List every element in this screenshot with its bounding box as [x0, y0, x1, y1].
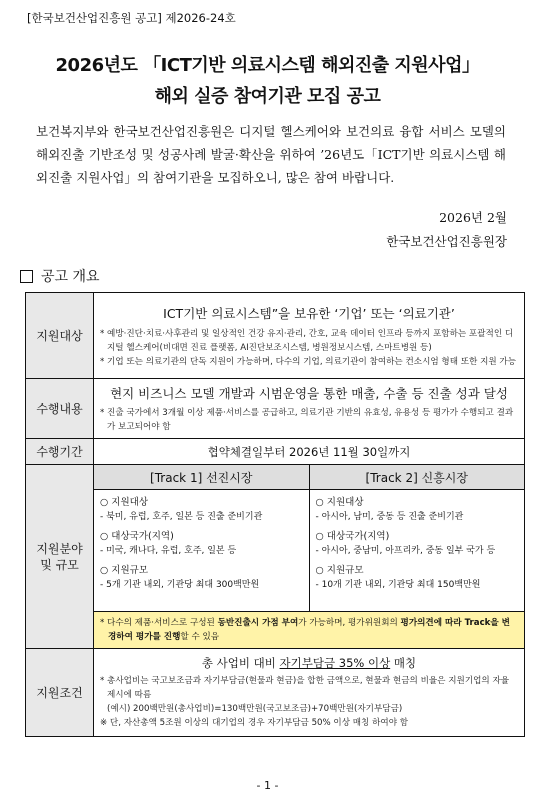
- row-field-details: [26, 490, 525, 612]
- track2-title: [Track 2] 신흥시장: [309, 465, 525, 490]
- track2-details: ○ 지원대상 - 아시아, 남미, 중동 등 진출 준비기관 ○ 대상국가(지역) - 아시아, 중남미, 아프리카, 중동 일부 국가 등 ○ 지원규모 - 10개 기관 내외, 기관당 최대 150백만원: [309, 490, 525, 612]
- row-target: [26, 293, 525, 379]
- row-label-period: 수행기간: [26, 439, 94, 465]
- title-line-2: 해외 실증 참여기관 모집 공고: [154, 86, 381, 107]
- condition-head: 총 사업비 대비 자기부담금 35% 이상 매칭: [201, 656, 417, 670]
- row-period: [26, 439, 525, 465]
- task-notes: [94, 404, 524, 438]
- track1-title: [Track 1] 선진시장: [94, 465, 310, 490]
- row-field-tracks: [26, 465, 525, 490]
- page-number: - 1 -: [256, 779, 279, 792]
- condition-content: [94, 649, 525, 737]
- row-label-task: 수행내용: [26, 379, 94, 439]
- track-note: * 다수의 제품·서비스로 구성된 동반진출시 가점 부여가 가능하며, 평가위원회의 평가의견에 따라 Track을 변경하여 평가를 진행할 수 있음: [94, 612, 525, 649]
- track1-details: ○ 지원대상 - 북미, 유럽, 호주, 일본 등 진출 준비기관 ○ 대상국가(지역) - 미국, 캐나다, 유럽, 호주, 일본 등 ○ 지원규모 - 5개 기관 내외, 기관당 최대 300백만원: [94, 490, 310, 612]
- target-head: ICT기반 의료시스템”을 보유한 ‘기업’ 또는 ‘의료기관’: [163, 305, 455, 321]
- task-note: * 진출 국가에서 3개월 이상 제품·서비스를 공급하고, 의료기관 기반의 유효성, 유용성 등 평가가 수행되고 결과가 보고되어야 함: [100, 407, 514, 432]
- row-field-note: [26, 612, 525, 649]
- title-line-1: 2026년도 「ICT기반 의료시스템 해외진출 지원사업」: [55, 55, 480, 76]
- overview-table: [25, 292, 525, 737]
- checkbox-square-icon: [20, 270, 33, 283]
- row-label-target: 지원대상: [26, 293, 94, 379]
- period-value: 협약체결일부터 2026년 11월 30일까지: [94, 439, 525, 465]
- target-note: * 기업 또는 의료기관의 단독 지원이 가능하며, 다수의 기업, 의료기관이 참여하는 컨소시엄 형태 또한 지원 가능: [100, 356, 517, 367]
- row-label-condition: 지원조건: [26, 649, 94, 737]
- row-task: [26, 379, 525, 439]
- task-head: 현지 비즈니스 모델 개발과 시범운영을 통한 매출, 수출 등 진출 성과 달성: [110, 385, 508, 401]
- target-notes: [94, 325, 524, 373]
- condition-notes: * 총사업비는 국고보조금과 자기부담금(현물과 현금)을 합한 금액으로, 현물과 현금의 비율은 지원기업의 자율 제시에 따름 (예시) 200백만원(총사업비)=130백만원(국고보조금)+70백만원(자기부담금) ※ 단, 자산총액 5조원 이상의 대기업의 경우 자기부담금 50% 이상 매칭 하여야 함: [100, 676, 510, 728]
- notice-reference: [한국보건산업진흥원 공고] 제2026-24호: [27, 11, 236, 25]
- task-content: [94, 379, 525, 439]
- section-title: 공고 개요: [41, 269, 100, 285]
- row-label-field: 지원분야 및 규모: [26, 465, 94, 649]
- intro-paragraph: 보건복지부와 한국보건산업진흥원은 디지털 헬스케어와 보건의료 융합 서비스 모델의 해외진출 기반조성 및 성공사례 발굴·확산을 위하여 ’26년도「ICT기반 의료시스템 해외진출 지원사업」의 참여기관을 모집하오니, 많은 참여 바랍니다.: [36, 124, 506, 185]
- issuing-organization: 한국보건산업진흥원장: [386, 234, 507, 249]
- notice-date: 2026년 2월: [439, 210, 507, 225]
- row-condition: [26, 649, 525, 737]
- section-heading: [20, 266, 100, 286]
- target-content: [94, 293, 525, 379]
- target-note: * 예방·진단·치료·사후관리 및 일상적인 건강 유지·관리, 간호, 교육 데이터 인프라 등까지 포함하는 포괄적인 디지털 헬스케어(비대면 진료 플랫폼, AI진단보조시스템, 병원정보시스템, 스마트병원 등): [100, 328, 514, 353]
